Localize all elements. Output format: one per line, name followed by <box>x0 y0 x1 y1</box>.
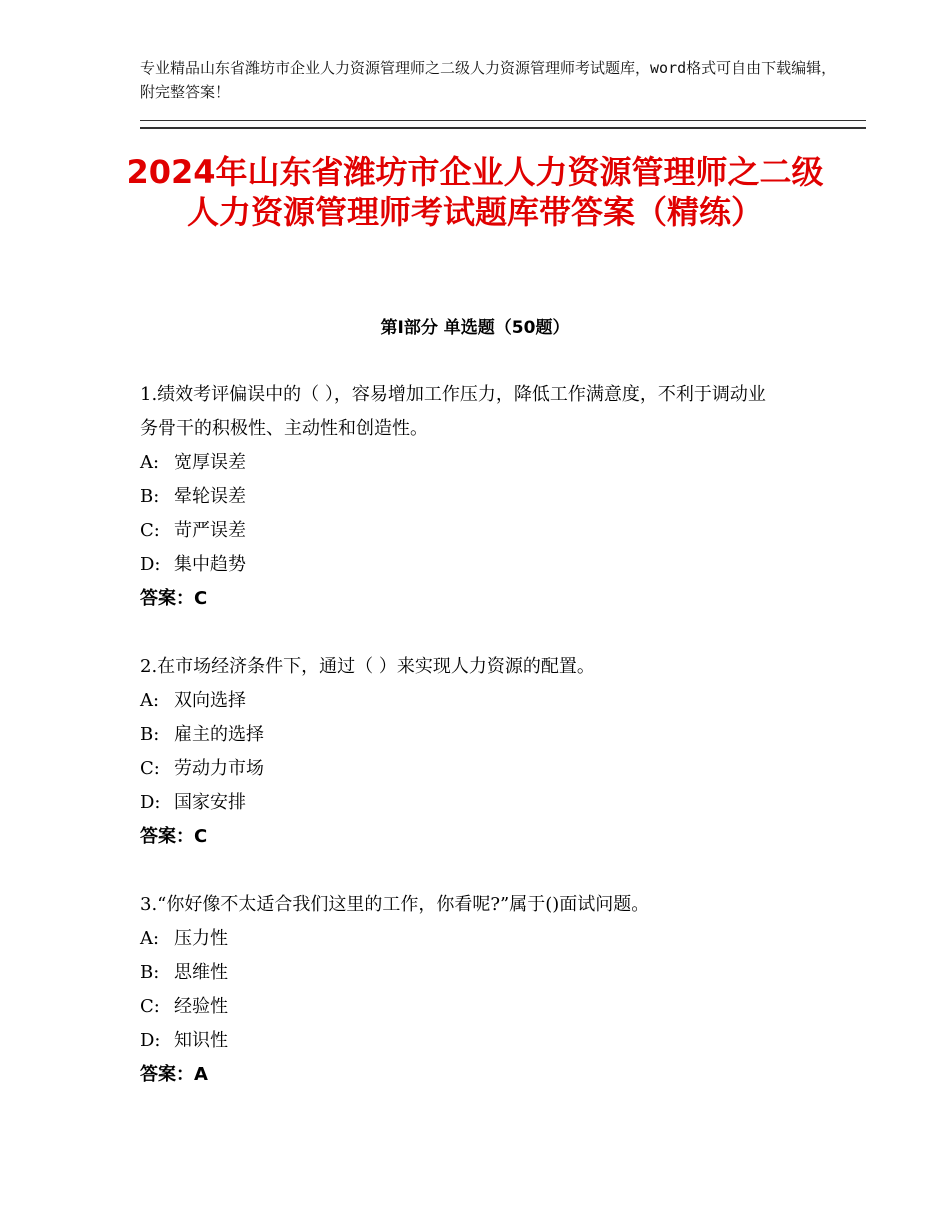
option-letter: A: <box>140 690 160 711</box>
option-b <box>140 718 860 752</box>
answer-label: 答案：C <box>140 826 208 847</box>
option-letter: B: <box>140 962 160 983</box>
option-text: 集中趋势 <box>174 554 246 575</box>
option-c <box>140 514 860 548</box>
option-text: 晕轮误差 <box>174 486 246 507</box>
question-1 <box>140 378 860 616</box>
question-list <box>140 378 860 1126</box>
option-c <box>140 990 860 1024</box>
option-text: 国家安排 <box>174 792 246 813</box>
option-letter: B: <box>140 486 160 507</box>
option-letter: D: <box>140 1030 161 1051</box>
option-a <box>140 922 860 956</box>
option-letter: C: <box>140 520 160 541</box>
option-text: 宽厚误差 <box>174 452 246 473</box>
question-text: 1.绩效考评偏误中的（ ），容易增加工作压力，降低工作满意度，不利于调动业务骨干的积极性、主动性和创造性。 <box>140 384 766 439</box>
section-heading: 第Ⅰ部分 单选题（50题） <box>380 318 570 338</box>
option-text: 双向选择 <box>174 690 246 711</box>
option-letter: B: <box>140 724 160 745</box>
option-letter: D: <box>140 792 161 813</box>
question-text: 3.“你好像不太适合我们这里的工作，你看呢?”属于()面试问题。 <box>140 894 650 915</box>
option-d <box>140 548 860 582</box>
header-note: 专业精品山东省潍坊市企业人力资源管理师之二级人力资源管理师考试题库，word格式可自由下载编辑，附完整答案！ <box>140 59 837 101</box>
answer-label: 答案：A <box>140 1064 208 1085</box>
option-letter: C: <box>140 758 160 779</box>
option-b <box>140 956 860 990</box>
option-b <box>140 480 860 514</box>
option-text: 苛严误差 <box>174 520 246 541</box>
option-letter: A: <box>140 928 160 949</box>
option-a <box>140 446 860 480</box>
option-d <box>140 1024 860 1058</box>
answer-label: 答案：C <box>140 588 208 609</box>
option-text: 经验性 <box>174 996 228 1017</box>
option-text: 雇主的选择 <box>174 724 264 745</box>
option-text: 知识性 <box>174 1030 228 1051</box>
option-letter: C: <box>140 996 160 1017</box>
option-text: 思维性 <box>174 962 228 983</box>
question-text: 2.在市场经济条件下，通过（ ）来实现人力资源的配置。 <box>140 656 595 677</box>
option-a <box>140 684 860 718</box>
header-divider <box>140 120 866 129</box>
option-text: 压力性 <box>174 928 228 949</box>
option-letter: A: <box>140 452 160 473</box>
document-title: 2024年山东省潍坊市企业人力资源管理师之二级人力资源管理师考试题库带答案（精练） <box>126 153 824 231</box>
question-2 <box>140 650 860 854</box>
option-letter: D: <box>140 554 161 575</box>
option-c <box>140 752 860 786</box>
option-text: 劳动力市场 <box>174 758 264 779</box>
question-3 <box>140 888 860 1092</box>
option-d <box>140 786 860 820</box>
